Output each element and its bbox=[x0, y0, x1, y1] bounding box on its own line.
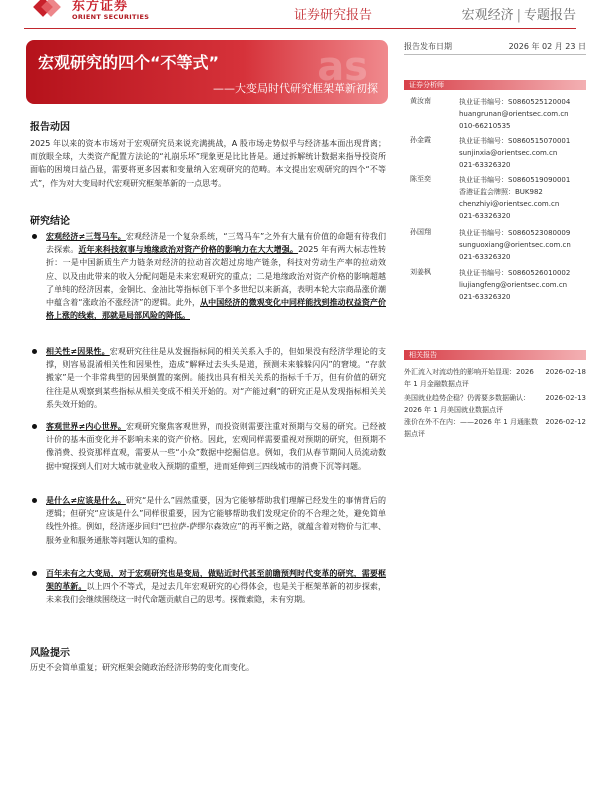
analyst-cert: 执业证书编号：S0860515070001 bbox=[459, 137, 571, 145]
logo-en: ORIENT SECURITIES bbox=[72, 13, 150, 21]
banner-decoration: as bbox=[317, 44, 368, 90]
related-report-title-line: 据点评 bbox=[404, 430, 425, 438]
date-label: 报告发布日期 bbox=[404, 42, 452, 51]
analyst-cert: 执业证书编号：S0860526010002 bbox=[459, 269, 571, 277]
analyst-name: 刘姜枫 bbox=[410, 268, 431, 276]
analyst-name: 陈至奕 bbox=[410, 175, 431, 183]
related-report-item[interactable] bbox=[404, 416, 586, 440]
related-report-item[interactable] bbox=[404, 366, 586, 390]
related-report-title-line: 2026 年 1 月美国就业数据点评 bbox=[404, 406, 503, 414]
bullet-text: 研究“是什么”固然重要，因为它能够帮助我们理解已经发生的事情背后的逻辑；但研究“应该是什么”同样很重要，因为它能够帮助我们发现定价的不合理之处，避免简单线性外推。例如，经济逐步回归“巴拉萨-萨缪尔森效应”的再平衡之路，就蕴含着对物价与汇率、服务业和服务通胀等问题认知的重构。 bbox=[46, 496, 387, 545]
related-report-title-line: 涨价在外不在内：——2026 年 1 月通胀数 bbox=[404, 418, 538, 426]
analyst-email[interactable]: liujiangfeng@orientsec.com.cn bbox=[459, 281, 568, 289]
analyst-email[interactable]: huangrunan@orientsec.com.cn bbox=[459, 110, 569, 118]
related-report-item[interactable] bbox=[404, 392, 586, 416]
analyst-phone: 021-63326320 bbox=[459, 212, 511, 220]
analyst-email[interactable]: sunguoxiang@orientsec.com.cn bbox=[459, 241, 571, 249]
bullet-emphasis: 从中国经济的微观变化中同样能找到推动权益资产价格上涨的线索，那就是局部风险的降低。 bbox=[46, 298, 386, 321]
analyst-phone: 021-63326320 bbox=[459, 253, 511, 261]
bullet-dot-icon bbox=[32, 234, 37, 239]
bullet-lead: 客观世界≠内心世界。 bbox=[46, 422, 126, 431]
bullet-text: 宏观研究往往是从发掘指标间的相关关系入手的，但如果没有经济学理论的支撑，则容易混淆相关性和因果性，造成“解释过去头头是道，预测未来躲躲闪闪”的窘境。“存款搬家”是一个非常典型的因果倒置的案例。能找出具有相关关系的指标千千万，但有价值的研究往往是从观察到某些指标从相关变成不相关开始的。对“产能过剩”的研究正是从发现指标相关关系失效开始的。 bbox=[46, 347, 387, 409]
report-category bbox=[462, 4, 576, 23]
bullet-text: 2025 年有两大标志性转折：一是中国新质生产力链条对经济的拉动首次超过房地产链条，科技对劳动生产率的拉动效应、以及由此带来的收入分配问题是未来宏观研究的重点；二是地缘政治对资产价格的影响超越了单纯的经济因素，金铜比、金油比等指标创下半个多世纪以来新高，表明本轮大宗商品涨价潮中蕴含着“涨政治不涨经济”的逻辑。此外， bbox=[46, 245, 387, 308]
bullet-emphasis: 近年来科技叙事与地缘政治对资产价格的影响力在大大增强。 bbox=[78, 245, 299, 255]
analyst-phone: 021-63326320 bbox=[459, 161, 511, 169]
conclusion-heading: 研究结论 bbox=[30, 216, 70, 227]
related-report-title-line: 年 1 月金融数据点评 bbox=[404, 380, 469, 388]
related-report-title-line: 美国就业趋势企稳？仍需要多数据确认： bbox=[404, 394, 530, 402]
logo-cn: 东方证券 bbox=[72, 0, 129, 14]
bullet-text: 以上四个不等式，是过去几年宏观研究的心得体会，也是关于框架革新的初步探索，未来我们会继续围绕这一时代命题贡献自己的思考。探微索隐，未有穷期。 bbox=[46, 582, 387, 605]
conclusion-bullet bbox=[30, 567, 386, 607]
related-report-date: 2026-02-18 bbox=[545, 368, 586, 376]
bullet-lead: 百年未有之大变局，对于宏观研究也是变局，做贴近时代甚至前瞻预判时代变革的研究，需要框架的革新。 bbox=[46, 569, 386, 592]
date-value: 2026 年 02 月 23 日 bbox=[508, 42, 586, 51]
report-subtitle: ——大变局时代研究框架革新初探 bbox=[213, 82, 378, 95]
related-report-date: 2026-02-12 bbox=[545, 418, 586, 426]
title-banner bbox=[26, 40, 388, 104]
bullet-dot-icon bbox=[32, 424, 37, 429]
bullet-lead: 相关性≠因果性。 bbox=[46, 347, 110, 356]
related-report-title-line: 外汇流入对流动性的影响开始显现：2026 bbox=[404, 368, 534, 376]
bullet-dot-icon bbox=[32, 571, 37, 576]
analyst-cert: 执业证书编号：S0860525120004 bbox=[459, 98, 571, 106]
risk-paragraph: 历史不会简单重复；研究框架会随政治经济形势的变化而变化。 bbox=[30, 663, 254, 672]
category-separator: | bbox=[516, 8, 521, 23]
motive-heading: 报告动因 bbox=[30, 122, 70, 133]
bullet-text: 宏观经济是一个复杂系统，“三驾马车”之外有大量有价值的命题有待我们去探索。 bbox=[46, 232, 387, 255]
logo-mark-icon bbox=[34, 0, 64, 18]
analyst-cert: 执业证书编号：S0860519090001 bbox=[459, 176, 571, 184]
bullet-lead: 宏观经济≠三驾马车。 bbox=[46, 232, 126, 241]
sub-category-label: 专题报告 bbox=[523, 8, 576, 23]
analysts-header bbox=[404, 80, 586, 90]
related-reports-title: 相关报告 bbox=[409, 351, 437, 359]
related-report-date: 2026-02-13 bbox=[545, 394, 586, 402]
header-divider bbox=[24, 28, 576, 29]
analyst-name: 黄汝南 bbox=[410, 97, 431, 105]
analyst-email[interactable]: sunjinxia@orientsec.com.cn bbox=[459, 149, 558, 157]
bullet-dot-icon bbox=[32, 498, 37, 503]
conclusion-bullet bbox=[30, 345, 386, 411]
bullet-lead: 是什么≠应该是什么。 bbox=[46, 496, 126, 505]
bullet-dot-icon bbox=[32, 349, 37, 354]
conclusion-bullet bbox=[30, 494, 386, 547]
category-label: 宏观经济 bbox=[461, 8, 514, 23]
analyst-name: 孙国翔 bbox=[410, 228, 431, 236]
related-reports-header bbox=[404, 350, 586, 360]
analysts-title: 证券分析师 bbox=[409, 81, 444, 89]
analyst-phone: 010-66210535 bbox=[459, 122, 511, 130]
company-logo bbox=[34, 0, 149, 22]
motive-paragraph: 2025 年以来的资本市场对于宏观研究员来说充满挑战，A 股市场走势似乎与经济基本面出现背离；而放眼全球，大类资产配置方法论的“礼崩乐坏”现象更是比比皆是。通过拆解统计数据来指导投资所面临的困境日益凸显，需要将更多因素和变量纳入宏观研究的范畴。本文提出宏观研究的四个“不等式”，作为对大变局时代宏观研究框架革新的一点思考。 bbox=[30, 139, 386, 188]
analyst-cert: 执业证书编号：S0860523080009 bbox=[459, 229, 571, 237]
risk-heading: 风险提示 bbox=[30, 648, 70, 659]
report-type: 证券研究报告 bbox=[294, 8, 373, 23]
analyst-license: 香港证监会牌照：BUK982 bbox=[459, 188, 543, 196]
conclusion-bullet bbox=[30, 230, 386, 322]
report-title: 宏观研究的四个“不等式” bbox=[38, 53, 220, 72]
analyst-email[interactable]: chenzhiyi@orientsec.com.cn bbox=[459, 200, 560, 208]
date-divider bbox=[404, 54, 586, 55]
analyst-name: 孙金霞 bbox=[410, 136, 431, 144]
bullet-text: 宏观研究聚焦客观世界，而投资则需要注重对预期与交易的研究。已经被计价的基本面变化并不影响未来的资产价格。因此，宏观同样需要重视对预期的研究，但预期不像消费、投资那样直观，需要从一些“小众”数据中挖掘信息。例如，我们从春节期间人员流动数据中窥探到人们对大城市就业收入预期的重塑，进而延伸到三四线城市的消费下沉等问题。 bbox=[46, 422, 387, 471]
conclusion-bullet bbox=[30, 420, 386, 473]
analyst-phone: 021-63326320 bbox=[459, 293, 511, 301]
